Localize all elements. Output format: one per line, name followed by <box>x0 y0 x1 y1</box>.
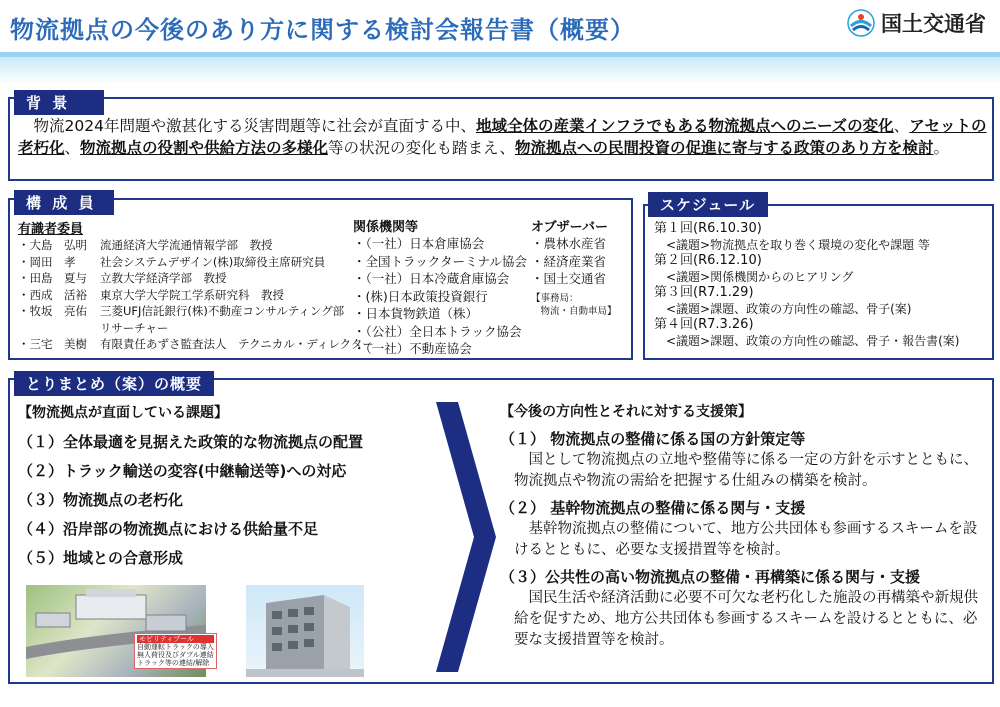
expert-row <box>18 336 374 353</box>
members-tag: 構 成 員 <box>14 190 114 215</box>
issues-section <box>18 402 438 573</box>
expert-row <box>18 237 374 254</box>
issue-item: （４）沿岸部の物流拠点における供給量不足 <box>18 520 319 538</box>
expert-name: ・三宅 美樹 <box>18 337 87 351</box>
issue-item: （３）物流拠点の老朽化 <box>18 491 184 509</box>
experts-column <box>18 218 374 353</box>
orgs-list <box>353 235 527 358</box>
schedule-list <box>654 221 959 349</box>
orgs-heading: 関係機関等 <box>353 220 419 235</box>
orgs-column <box>353 216 527 358</box>
expert-row <box>18 303 374 320</box>
body-text: 、 <box>64 139 81 157</box>
expert-name: ・西成 活裕 <box>18 287 87 302</box>
org-item: ・（一社）日本冷蔵倉庫協会 <box>353 271 510 286</box>
page-title: 物流拠点の今後のあり方に関する検討会報告書（概要） <box>10 16 635 44</box>
expert-name: ・大島 弘明 <box>18 238 87 252</box>
mlit-logo-icon <box>847 9 875 37</box>
policy-heading: （３）公共性の高い物流拠点の整備・再構築に係る関与・支援 <box>500 568 921 586</box>
warehouse-photo <box>246 585 364 677</box>
summary-tag: とりまとめ（案）の概要 <box>14 371 214 396</box>
logistics-hub-illustration <box>26 585 214 677</box>
emphasis-text: アセットの老朽化 <box>18 117 987 157</box>
expert-row <box>18 287 374 304</box>
expert-affiliation: 流通経済大学流通情報学部 教授 <box>100 238 273 252</box>
warehouse-drawing <box>246 585 364 677</box>
issues-list <box>18 428 438 573</box>
policy-heading: （１） 物流拠点の整備に係る国の方針策定等 <box>500 430 806 448</box>
expert-row <box>18 270 374 287</box>
hub-callout-line: トラック等の連結/解除 <box>137 659 210 667</box>
experts-heading: 有識者委員 <box>18 222 84 237</box>
expert-affiliation: 社会システムデザイン(株)取締役主席研究員 <box>100 254 326 269</box>
schedule-date: 第３回(R7.1.29) <box>654 285 754 300</box>
body-text: 等の状況の変化も踏まえ、 <box>328 139 515 157</box>
body-text: 物流2024年問題や激甚化する災害問題等に社会が直面する中、 <box>18 117 476 135</box>
emphasis-text: 物流拠点の役割や供給方法の多様化 <box>80 139 329 157</box>
observers-list <box>531 235 617 288</box>
schedule-agenda: <議題>課題、政策の方向性の確認、骨子・報告書(案) <box>666 334 960 348</box>
expert-row <box>18 254 374 271</box>
body-text: 、 <box>893 117 910 135</box>
schedule-agenda: <議題>課題、政策の方向性の確認、骨子(案) <box>666 302 912 316</box>
expert-name: ・田島 夏与 <box>18 271 87 285</box>
schedule-agenda: <議題>関係機関からのヒアリング <box>666 270 854 284</box>
schedule-tag: スケジュール <box>648 192 768 217</box>
hub-callout <box>134 633 217 669</box>
chevron-right-icon <box>436 402 496 672</box>
policy-section <box>500 402 990 651</box>
org-item: ・（一社）日本倉庫協会 <box>353 236 485 251</box>
emphasis-text: 物流拠点への民間投資の促進に寄与する政策のあり方を検討 <box>514 139 934 157</box>
hub-callout-line: 無人荷役及びダブル連結 <box>137 651 214 659</box>
observers-heading: オブザーバー <box>531 220 608 235</box>
observer-item: ・経済産業省 <box>531 253 607 269</box>
org-item: ・全国トラックターミナル協会 <box>353 253 527 269</box>
org-item: ・（公社）全日本トラック協会 <box>353 323 522 339</box>
issues-heading: 【物流拠点が直面している課題】 <box>18 405 228 421</box>
policy-heading: （２） 基幹物流拠点の整備に係る関与・支援 <box>500 499 806 517</box>
schedule-date: 第４回(R7.3.26) <box>654 317 754 332</box>
observer-item: ・農林水産省 <box>531 236 607 251</box>
policy-list <box>500 429 990 651</box>
expert-name: ・岡田 孝 <box>18 254 76 269</box>
org-item: ・日本貨物鉄道（株） <box>353 306 479 321</box>
schedule-date: 第２回(R6.12.10) <box>654 253 762 268</box>
background-text <box>18 115 990 159</box>
emphasis-text: 地域全体の産業インフラでもある物流拠点へのニーズの変化 <box>475 117 894 135</box>
ministry-name: 国土交通省 <box>881 12 986 36</box>
expert-name <box>18 320 100 337</box>
ministry-logo <box>847 8 986 38</box>
schedule-agenda: <議題>物流拠点を取り巻く環境の変化や課題 等 <box>666 238 930 252</box>
observers-column <box>531 216 617 318</box>
expert-affiliation: 立教大学経済学部 教授 <box>100 271 227 285</box>
expert-row <box>18 320 374 337</box>
policy-heading: 【今後の方向性とそれに対する支援策】 <box>500 404 752 420</box>
expert-affiliation: 東京大学大学院工学系研究科 教授 <box>100 287 284 302</box>
expert-name: ・牧坂 亮佑 <box>18 304 87 318</box>
hub-callout-line: 自動運転トラックの導入 <box>137 643 214 651</box>
expert-affiliation: 有限責任あずさ監査法人 テクニカル・ディレクター <box>100 337 374 351</box>
secretariat-note <box>531 292 617 318</box>
experts-list <box>18 237 374 353</box>
body-text: 。 <box>933 139 950 157</box>
issue-item: （５）地域との合意形成 <box>18 549 184 567</box>
policy-body: 基幹物流拠点の整備について、地方公共団体も参画するスキームを設けるとともに、必要な支援措置等を検討。 <box>514 521 978 558</box>
issue-item: （１）全体最適を見据えた政策的な物流拠点の配置 <box>18 433 364 451</box>
policy-body: 国として物流拠点の立地や整備等に係る一定の方針を示すとともに、物流拠点や物流の需給を把握する仕組みの構築を検討。 <box>514 452 978 489</box>
expert-affiliation: 三菱UFJ信託銀行(株)不動産コンサルティング部 <box>100 304 345 318</box>
schedule-date: 第１回(R6.10.30) <box>654 221 762 236</box>
observer-item: ・国土交通省 <box>531 271 607 286</box>
background-tag: 背 景 <box>14 90 104 115</box>
org-item: ・（一社）不動産協会 <box>353 341 472 356</box>
org-item: ・(株)日本政策投資銀行 <box>353 288 488 304</box>
secretariat-line: 【事務局： <box>531 292 579 304</box>
secretariat-line: 物流・自動車局】 <box>531 305 617 317</box>
policy-body: 国民生活や経済活動に必要不可欠な老朽化した施設の再構築や新規供給を促すため、地方公共団体も参画するスキームを設けるとともに、必要な支援措置等を検討。 <box>514 590 978 648</box>
issue-item: （２）トラック輸送の変容(中継輸送等)への対応 <box>18 462 347 480</box>
hub-callout-title: モビリティプール <box>137 635 214 643</box>
header-band-line <box>0 52 1000 57</box>
expert-affiliation: リサーチャー <box>100 320 169 335</box>
